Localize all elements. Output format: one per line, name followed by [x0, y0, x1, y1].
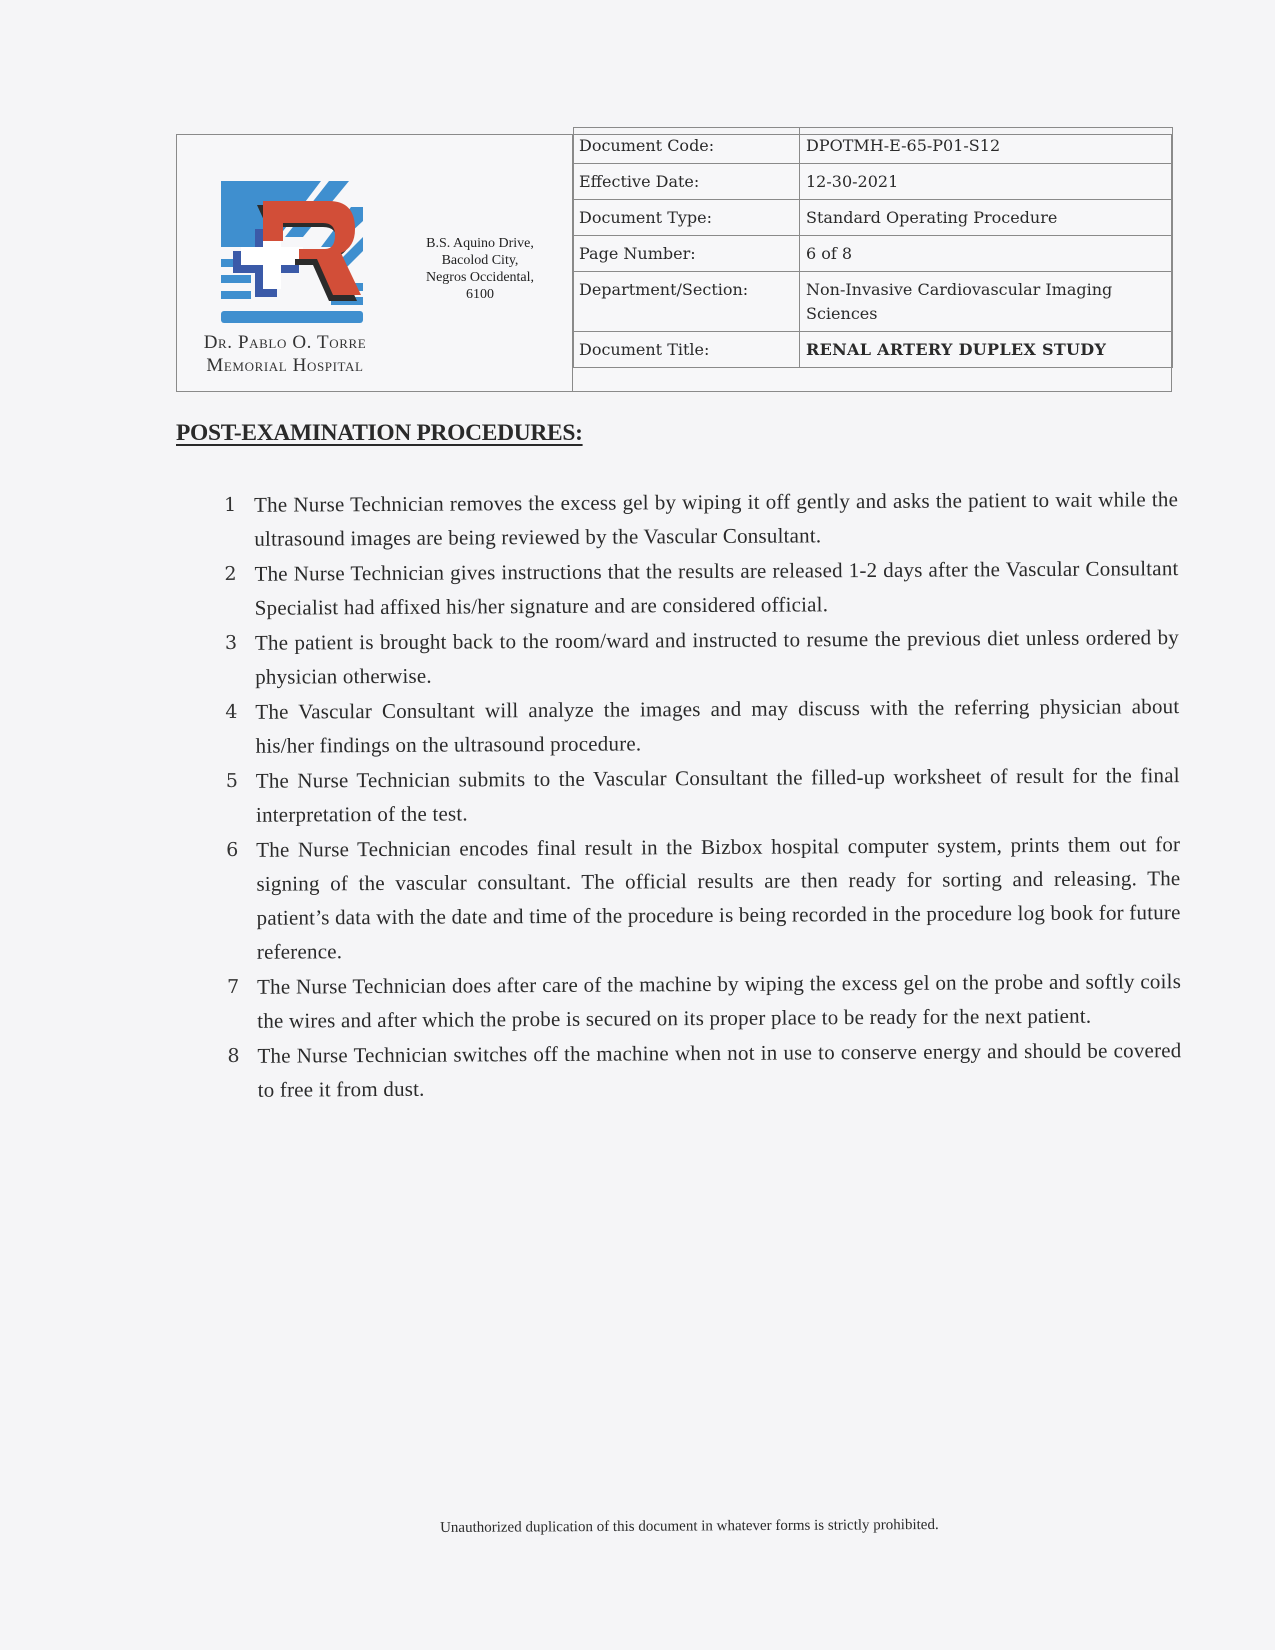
meta-label: Document Code: — [574, 128, 800, 164]
procedure-step — [220, 827, 1181, 969]
meta-label: Page Number: — [574, 236, 800, 272]
meta-row-department — [574, 272, 1173, 332]
procedure-step — [221, 1033, 1181, 1107]
step-number: 3 — [224, 631, 238, 654]
procedure-steps-list — [218, 482, 1182, 1108]
effective-date: 12-30-2021 — [800, 164, 1173, 200]
meta-label: Document Title: — [574, 332, 800, 368]
procedure-step — [218, 551, 1178, 625]
duplication-notice: Unauthorized duplication of this document in whatever forms is strictly prohibited. — [440, 1516, 939, 1536]
document-code: DPOTMH-E-65-P01-S12 — [800, 128, 1173, 164]
meta-row-document-code — [574, 128, 1173, 164]
page-number: 6 of 8 — [800, 236, 1173, 272]
step-text: The Nurse Technician does after care of the machine by wiping the excess gel on the probe and softly coils the wires and after which the probe is secured on its proper place to be ready for the next patient. — [256, 969, 1182, 1033]
address-line: Bacolod City, — [441, 253, 519, 268]
procedure-step — [219, 689, 1179, 763]
step-text: The Vascular Consultant will analyze the images and may discuss with the referring physician about his/her findings on the ultrasound procedure. — [255, 694, 1180, 758]
hospital-name-line2: Memorial Hospital — [206, 355, 364, 376]
step-number: 6 — [226, 838, 239, 861]
step-text: The Nurse Technician switches off the machine when not in use to conserve energy and should be covered to free it from dust. — [257, 1038, 1182, 1102]
meta-label: Document Type: — [574, 200, 800, 236]
step-text: The patient is brought back to the room/ward and instructed to resume the previous diet unless ordered by physician otherwise. — [254, 625, 1180, 689]
step-text: The Nurse Technician submits to the Vascular Consultant the filled-up worksheet of result for the final interpretation of the test. — [255, 763, 1180, 827]
address-line: 6100 — [466, 287, 494, 302]
step-text: The Nurse Technician removes the excess gel by wiping it off gently and asks the patient to wait while the ultrasound images are being reviewed by the Vascular Consultant. — [254, 487, 1179, 551]
procedure-step — [218, 482, 1178, 556]
step-number: 5 — [225, 769, 238, 792]
meta-label: Effective Date: — [574, 164, 800, 200]
procedure-step — [221, 964, 1181, 1038]
step-number: 8 — [227, 1044, 240, 1067]
department-section: Non-Invasive Cardiovascular Imaging Sciences — [800, 272, 1173, 332]
section-title: POST-EXAMINATION PROCEDURES: — [176, 420, 583, 445]
document-type: Standard Operating Procedure — [800, 200, 1173, 236]
hospital-address — [405, 235, 555, 303]
meta-row-effective-date — [574, 164, 1173, 200]
step-text: The Nurse Technician gives instructions that the results are released 1-2 days after the Vascular Consultant Specialist had affixed his/her signature and are considered official. — [254, 556, 1179, 620]
hospital-brand — [177, 135, 573, 391]
procedure-step — [220, 758, 1180, 832]
address-line: B.S. Aquino Drive, — [426, 236, 534, 251]
hospital-logo-icon — [211, 177, 367, 329]
step-text: The Nurse Technician encodes final result in the Bizbox hospital computer system, prints them out for signing of the vascular consultant. The official results are then ready for sorting and releasing. The patient’s data with the date and time of the procedure is being recorded in the procedure log book for future reference. — [256, 832, 1181, 964]
step-number: 2 — [224, 562, 237, 585]
meta-label: Department/Section: — [574, 272, 800, 332]
address-line: Negros Occidental, — [425, 270, 535, 285]
hospital-name — [185, 331, 385, 377]
meta-row-document-type — [574, 200, 1173, 236]
document-title: RENAL ARTERY DUPLEX STUDY — [800, 332, 1173, 368]
procedure-step — [219, 620, 1179, 694]
step-number: 1 — [224, 493, 237, 516]
meta-row-page-number — [574, 236, 1173, 272]
meta-row-document-title — [574, 332, 1173, 368]
document-meta-table — [573, 127, 1173, 368]
step-number: 4 — [225, 700, 238, 723]
hospital-name-line1: Dr. Pablo O. Torre — [203, 332, 367, 353]
document-header — [176, 134, 1172, 392]
step-number: 7 — [226, 975, 240, 998]
